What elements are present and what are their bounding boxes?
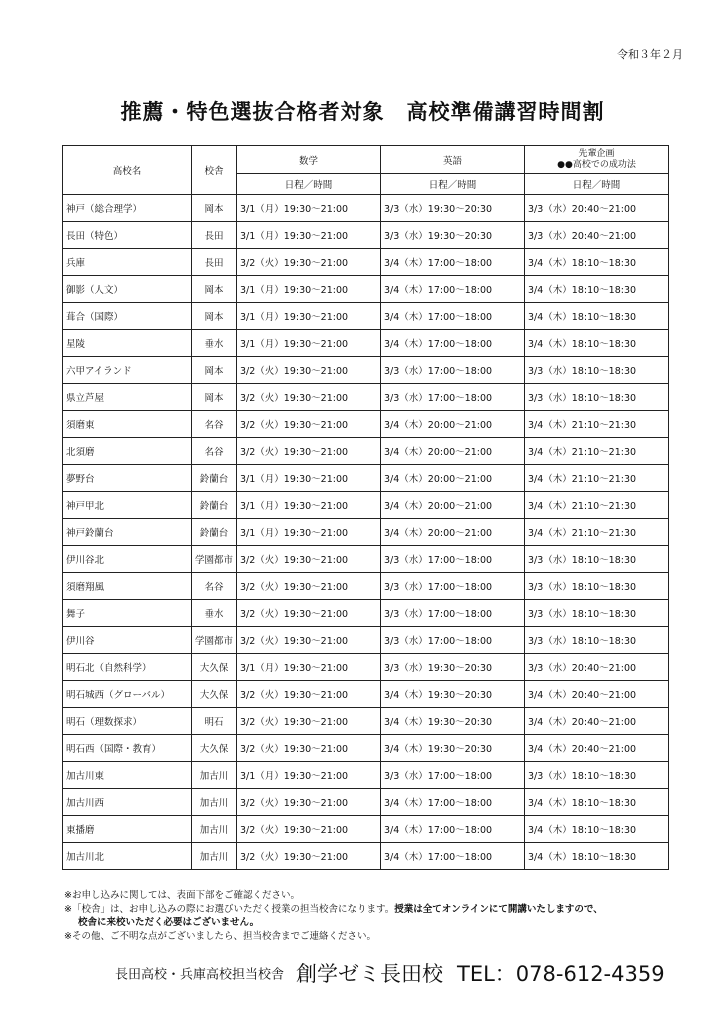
cell-school: 星陵: [63, 330, 192, 357]
cell-campus: 大久保: [192, 735, 237, 762]
cell-math-time: 3/1（月）19:30～21:00: [237, 330, 381, 357]
cell-math-time: 3/2（火）19:30～21:00: [237, 681, 381, 708]
table-row: [63, 249, 669, 276]
cell-math-time: 3/1（月）19:30～21:00: [237, 195, 381, 222]
cell-campus: 名谷: [192, 438, 237, 465]
cell-special-time: 3/4（木）20:40～21:00: [525, 681, 669, 708]
cell-campus: 加古川: [192, 816, 237, 843]
cell-english-time: 3/3（水）17:00～18:00: [381, 546, 525, 573]
table-row: [63, 276, 669, 303]
table-row: [63, 816, 669, 843]
cell-special-time: 3/3（水）20:40～21:00: [525, 654, 669, 681]
cell-math-time: 3/2（火）19:30～21:00: [237, 249, 381, 276]
note-1: ※お申し込みに関しては、表面下部をご確認ください。: [64, 890, 300, 901]
cell-english-time: 3/4（木）19:30～20:30: [381, 708, 525, 735]
cell-school: 舞子: [63, 600, 192, 627]
header-special: [525, 146, 669, 174]
schedule-table: [62, 145, 669, 870]
cell-math-time: 3/1（月）19:30～21:00: [237, 492, 381, 519]
cell-special-time: 3/3（水）18:10～18:30: [525, 600, 669, 627]
cell-math-time: 3/1（月）19:30～21:00: [237, 654, 381, 681]
cell-special-time: 3/3（水）20:40～21:00: [525, 195, 669, 222]
cell-campus: 加古川: [192, 843, 237, 870]
cell-campus: 長田: [192, 249, 237, 276]
table-row: [63, 222, 669, 249]
header-math-schedule: 日程／時間: [237, 174, 381, 195]
cell-english-time: 3/4（木）17:00～18:00: [381, 789, 525, 816]
table-row: [63, 573, 669, 600]
cell-special-time: 3/3（水）18:10～18:30: [525, 546, 669, 573]
table-row: [63, 303, 669, 330]
table-row: [63, 330, 669, 357]
cell-math-time: 3/2（火）19:30～21:00: [237, 789, 381, 816]
note-3: 校舎に来校いただく必要はございません。: [78, 917, 260, 928]
table-row: [63, 519, 669, 546]
cell-campus: 岡本: [192, 276, 237, 303]
cell-english-time: 3/3（水）19:30～20:30: [381, 222, 525, 249]
cell-special-time: 3/4（木）18:10～18:30: [525, 843, 669, 870]
header-special-line1: 先輩企画: [578, 148, 615, 159]
cell-special-time: 3/4（木）18:10～18:30: [525, 330, 669, 357]
cell-campus: 岡本: [192, 357, 237, 384]
cell-math-time: 3/1（月）19:30～21:00: [237, 762, 381, 789]
cell-english-time: 3/4（木）17:00～18:00: [381, 843, 525, 870]
cell-math-time: 3/2（火）19:30～21:00: [237, 546, 381, 573]
cell-school: 須磨東: [63, 411, 192, 438]
cell-school: 神戸甲北: [63, 492, 192, 519]
cell-english-time: 3/4（木）20:00～21:00: [381, 438, 525, 465]
cell-campus: 鈴蘭台: [192, 492, 237, 519]
header-campus: 校舎: [192, 146, 237, 195]
header-special-schedule: 日程／時間: [525, 174, 669, 195]
footer-campus-label: 長田高校・兵庫高校担当校舎: [115, 967, 285, 983]
cell-campus: 学園都市: [192, 627, 237, 654]
cell-math-time: 3/2（火）19:30～21:00: [237, 573, 381, 600]
cell-math-time: 3/2（火）19:30～21:00: [237, 735, 381, 762]
table-row: [63, 735, 669, 762]
cell-school: 伊川谷: [63, 627, 192, 654]
cell-math-time: 3/2（火）19:30～21:00: [237, 708, 381, 735]
cell-special-time: 3/4（木）20:40～21:00: [525, 708, 669, 735]
footer-school-name: 創学ゼミ長田校: [296, 962, 444, 986]
table-row: [63, 492, 669, 519]
cell-campus: 鈴蘭台: [192, 519, 237, 546]
cell-school: 御影（人文）: [63, 276, 192, 303]
table-row: [63, 546, 669, 573]
note-2-bold: 授業は全てオンラインにて開講いたしますので、: [394, 903, 603, 915]
table-row: [63, 627, 669, 654]
table-row: [63, 708, 669, 735]
table-row: [63, 654, 669, 681]
cell-special-time: 3/3（水）18:10～18:30: [525, 762, 669, 789]
cell-special-time: 3/3（水）18:10～18:30: [525, 627, 669, 654]
cell-math-time: 3/1（月）19:30～21:00: [237, 519, 381, 546]
cell-english-time: 3/4（木）20:00～21:00: [381, 519, 525, 546]
cell-school: 明石西（国際・教育）: [63, 735, 192, 762]
footer-tel: TEL：078-612-4359: [457, 962, 665, 986]
cell-english-time: 3/4（木）17:00～18:00: [381, 249, 525, 276]
cell-math-time: 3/2（火）19:30～21:00: [237, 816, 381, 843]
cell-campus: 大久保: [192, 681, 237, 708]
cell-campus: 鈴蘭台: [192, 465, 237, 492]
cell-special-time: 3/4（木）21:10～21:30: [525, 438, 669, 465]
cell-english-time: 3/4（木）19:30～20:30: [381, 735, 525, 762]
cell-special-time: 3/4（木）18:10～18:30: [525, 816, 669, 843]
cell-campus: 垂水: [192, 330, 237, 357]
cell-math-time: 3/1（月）19:30～21:00: [237, 222, 381, 249]
cell-campus: 学園都市: [192, 546, 237, 573]
cell-english-time: 3/4（木）17:00～18:00: [381, 816, 525, 843]
cell-english-time: 3/3（水）19:30～20:30: [381, 654, 525, 681]
cell-math-time: 3/2（火）19:30～21:00: [237, 411, 381, 438]
page-title: 推薦・特色選抜合格者対象 高校準備講習時間割: [120, 100, 605, 124]
cell-math-time: 3/2（火）19:30～21:00: [237, 384, 381, 411]
cell-math-time: 3/2（火）19:30～21:00: [237, 357, 381, 384]
footer: [115, 958, 665, 988]
notes: [64, 889, 603, 943]
cell-special-time: 3/3（水）20:40～21:00: [525, 222, 669, 249]
table-row: [63, 681, 669, 708]
header-math: 数学: [237, 146, 381, 174]
table-row: [63, 438, 669, 465]
cell-english-time: 3/4（木）17:00～18:00: [381, 276, 525, 303]
cell-school: 明石北（自然科学）: [63, 654, 192, 681]
cell-campus: 岡本: [192, 384, 237, 411]
cell-special-time: 3/4（木）18:10～18:30: [525, 303, 669, 330]
cell-special-time: 3/3（水）18:10～18:30: [525, 573, 669, 600]
table-header: [63, 146, 669, 195]
cell-school: 加古川東: [63, 762, 192, 789]
cell-campus: 加古川: [192, 789, 237, 816]
cell-campus: 大久保: [192, 654, 237, 681]
table-row: [63, 843, 669, 870]
cell-special-time: 3/4（木）21:10～21:30: [525, 465, 669, 492]
header-school: 高校名: [63, 146, 192, 195]
cell-school: 神戸鈴蘭台: [63, 519, 192, 546]
cell-school: 北須磨: [63, 438, 192, 465]
document-date: 令和３年２月: [617, 48, 683, 61]
cell-special-time: 3/4（木）21:10～21:30: [525, 492, 669, 519]
cell-school: 葺合（国際）: [63, 303, 192, 330]
table-row: [63, 384, 669, 411]
table-body: [63, 195, 669, 870]
cell-school: 須磨翔風: [63, 573, 192, 600]
cell-english-time: 3/3（水）17:00～18:00: [381, 573, 525, 600]
cell-english-time: 3/4（木）20:00～21:00: [381, 492, 525, 519]
cell-campus: 名谷: [192, 411, 237, 438]
cell-special-time: 3/4（木）21:10～21:30: [525, 519, 669, 546]
table-row: [63, 411, 669, 438]
cell-school: 夢野台: [63, 465, 192, 492]
cell-special-time: 3/4（木）18:10～18:30: [525, 789, 669, 816]
cell-school: 明石城西（グローバル）: [63, 681, 192, 708]
cell-english-time: 3/3（水）17:00～18:00: [381, 600, 525, 627]
cell-special-time: 3/3（水）18:10～18:30: [525, 357, 669, 384]
cell-school: 県立芦屋: [63, 384, 192, 411]
cell-special-time: 3/4（木）18:10～18:30: [525, 249, 669, 276]
cell-campus: 明石: [192, 708, 237, 735]
table-row: [63, 465, 669, 492]
cell-special-time: 3/4（木）21:10～21:30: [525, 411, 669, 438]
header-special-line2: ●●高校での成功法: [557, 159, 636, 170]
cell-campus: 岡本: [192, 303, 237, 330]
cell-special-time: 3/3（水）18:10～18:30: [525, 384, 669, 411]
header-row: [63, 146, 669, 174]
cell-english-time: 3/4（木）20:00～21:00: [381, 465, 525, 492]
cell-campus: 名谷: [192, 573, 237, 600]
cell-school: 加古川西: [63, 789, 192, 816]
note-2-text: ※「校舎」は、お申し込みの際にお選びいただく授業の担当校舎になります。: [64, 903, 395, 915]
cell-english-time: 3/4（木）20:00～21:00: [381, 411, 525, 438]
cell-campus: 岡本: [192, 195, 237, 222]
cell-school: 明石（理数探求）: [63, 708, 192, 735]
cell-math-time: 3/2（火）19:30～21:00: [237, 438, 381, 465]
table-row: [63, 762, 669, 789]
cell-math-time: 3/1（月）19:30～21:00: [237, 276, 381, 303]
cell-math-time: 3/2（火）19:30～21:00: [237, 843, 381, 870]
cell-campus: 垂水: [192, 600, 237, 627]
cell-english-time: 3/3（水）17:00～18:00: [381, 762, 525, 789]
cell-campus: 加古川: [192, 762, 237, 789]
note-4: ※その他、ご不明な点がございましたら、担当校舎までご連絡ください。: [64, 930, 376, 942]
cell-english-time: 3/3（水）17:00～18:00: [381, 627, 525, 654]
cell-campus: 長田: [192, 222, 237, 249]
cell-english-time: 3/4（木）17:00～18:00: [381, 330, 525, 357]
header-english: 英語: [381, 146, 525, 174]
cell-school: 伊川谷北: [63, 546, 192, 573]
cell-special-time: 3/4（木）20:40～21:00: [525, 735, 669, 762]
cell-english-time: 3/3（水）19:30～20:30: [381, 195, 525, 222]
cell-math-time: 3/1（月）19:30～21:00: [237, 303, 381, 330]
cell-school: 六甲アイランド: [63, 357, 192, 384]
cell-english-time: 3/3（水）17:00～18:00: [381, 357, 525, 384]
header-english-schedule: 日程／時間: [381, 174, 525, 195]
cell-english-time: 3/4（木）19:30～20:30: [381, 681, 525, 708]
cell-english-time: 3/4（木）17:00～18:00: [381, 303, 525, 330]
cell-math-time: 3/1（月）19:30～21:00: [237, 465, 381, 492]
cell-school: 兵庫: [63, 249, 192, 276]
cell-english-time: 3/3（水）17:00～18:00: [381, 384, 525, 411]
cell-school: 神戸（総合理学）: [63, 195, 192, 222]
cell-math-time: 3/2（火）19:30～21:00: [237, 627, 381, 654]
table-row: [63, 357, 669, 384]
cell-school: 東播磨: [63, 816, 192, 843]
note-2: [64, 903, 603, 917]
cell-special-time: 3/4（木）18:10～18:30: [525, 276, 669, 303]
table-row: [63, 600, 669, 627]
table-row: [63, 195, 669, 222]
cell-math-time: 3/2（火）19:30～21:00: [237, 600, 381, 627]
cell-school: 長田（特色）: [63, 222, 192, 249]
cell-school: 加古川北: [63, 843, 192, 870]
table-row: [63, 789, 669, 816]
